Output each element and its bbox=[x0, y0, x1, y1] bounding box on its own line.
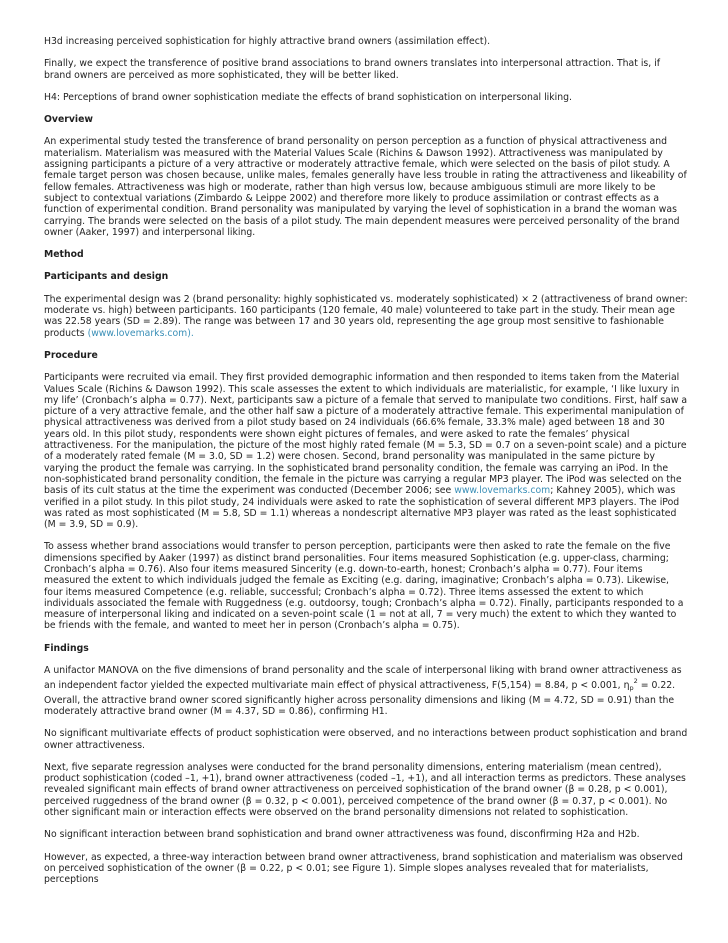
paragraph-regression: Next, five separate regression analyses were conducted for the brand personality dimensions, entering materialism (mean centred), product sophistication (coded –1, +1), brand owner attractiveness (coded –1, +1), and all interaction terms as predictors. These analyses revealed significant main effects of brand owner attractiveness on perceived sophistication of the brand owner (β = 0.28, p < 0.001), perceived ruggedness of the brand owner (β = 0.32, p < 0.001), perceived competence of the brand owner (β = 0.37, p < 0.001). No other significant main or interaction effects were observed on the brand personality dimensions not related to sophistication. bbox=[44, 761, 686, 819]
eta-superscript: 2 bbox=[633, 677, 638, 686]
paragraph-overview: An experimental study tested the transference of brand personality on person perception as a function of physical attractiveness and materialism. Materialism was measured with the Material Values Scale (Richins & Dawson 1992). Attractiveness was manipulated by assigning participants a picture of a very attractive or moderately attractive female, which were selected on the basis of pilot study. A female target person was chosen because, unlike males, females generally have less trouble in rating the attractiveness and likeability of fellow females. Attractiveness was high or moderate, rather than high versus low, because ambiguous stimuli are more likely to be subject to contextual variations (Zimbardo & Leippe 2002) and therefore more likely to produce assimilation or contrast effects as a function of experimental condition. Brand personality was manipulated by varying the level of sophistication in a brand the woman was carrying. The brands were selected on the basis of a pilot study. The main dependent measures were perceived personality of the brand owner (Aaker, 1997) and interpersonal liking. bbox=[44, 136, 687, 238]
lovemarks-link-inline[interactable]: www.lovemarks.com bbox=[454, 485, 551, 497]
heading-findings: Findings bbox=[44, 642, 89, 654]
paragraph-three-way: However, as expected, a three-way interaction between brand owner attractiveness, brand sophistication and materialism was observed on perceived sophistication of the owner (β = 0.22, p < 0.01; see Figure 1). Simple slopes analyses revealed that for materialists, perceptions bbox=[44, 851, 683, 886]
procedure-text-b: ; Kahney 2005), which was verified in a pilot study. In this pilot study, 24 individuals were asked to rate the sophistication of several different MP3 players. The iPod was rated as most sophisticated (M = 5.8, SD = 1.1) whereas a nondescript alternative MP3 player was rated as the least sophisticated (M = 3.9, SD = 0.9). bbox=[44, 485, 680, 531]
paragraph-participants bbox=[44, 294, 690, 339]
heading-participants: Participants and design bbox=[44, 271, 169, 283]
heading-method: Method bbox=[44, 249, 84, 261]
manova-text-a: A unifactor MANOVA on the five dimensions of brand personality and the scale of interpersonal liking with brand owner attractiveness as an independent factor yielded the expected multivariate main effect of physical attractiveness, F(5,154) = 8.84, p < 0.001, η bbox=[44, 665, 682, 692]
paper-page bbox=[44, 36, 690, 897]
heading-overview: Overview bbox=[44, 114, 93, 126]
paragraph-procedure bbox=[44, 372, 690, 530]
paragraph-no-sig-multivariate: No significant multivariate effects of product sophistication were observed, and no interactions between product sophistication and brand owner attractiveness. bbox=[44, 728, 688, 751]
paragraph-assessment: To assess whether brand associations would transfer to person perception, participants were then asked to rate the female on the five dimensions specified by Aaker (1997) as distinct brand personalities. Four items measured Sophistication (e.g. upper-class, charming; Cronbach’s alpha = 0.76). Also four items measured Sincerity (e.g. down-to-earth, honest; Cronbach’s alpha = 0.77). Four items measured the extent to which individuals judged the female as Exciting (e.g. daring, imaginative; Cronbach’s alpha = 0.73). Likewise, four items measured Competence (e.g. reliable, successful; Cronbach’s alpha = 0.72). Three items assessed the extent to which individuals associated the female with Ruggedness (e.g. outdoorsy, tough; Cronbach’s alpha = 0.72). Finally, participants responded to a measure of interpersonal liking and indicated on a seven-point scale (1 = not at all, 7 = very much) the extent to which they wanted to be friends with the female, and wanted to meet her in person (Cronbach’s alpha = 0.75). bbox=[44, 541, 684, 632]
participants-text: The experimental design was 2 (brand personality: highly sophisticated vs. moderately sophisticated) × 2 (attractiveness of brand owner: moderate vs. high) between participants. 160 participants (120 female, 40 male) volunteered to take part in the study. Their mean age was 22.58 years (SD = 2.89). The range was between 17 and 30 years old, representing the age group most sensitive to fashionable products bbox=[44, 293, 688, 339]
paragraph-no-sig-interaction: No significant interaction between brand sophistication and brand owner attractiveness was found, disconfirming H2a and H2b. bbox=[44, 829, 640, 841]
manova-text-b: = 0.22. Overall, the attractive brand owner scored significantly higher across personality dimensions and liking (M = 4.72, SD = 0.91) than the moderately attractive brand owner (M = 4.37, SD = 0.86), confirming H1. bbox=[44, 680, 676, 717]
hypothesis-h3d: H3d increasing perceived sophistication for highly attractive brand owners (assimilation effect). bbox=[44, 36, 491, 47]
heading-procedure: Procedure bbox=[44, 349, 98, 361]
paragraph-transference: Finally, we expect the transference of positive brand associations to brand owners translates into interpersonal attraction. That is, if brand owners are perceived as more sophisticated, they will be better liked. bbox=[44, 58, 661, 81]
hypothesis-h4: H4: Perceptions of brand owner sophistication mediate the effects of brand sophistication on interpersonal liking. bbox=[44, 91, 572, 103]
eta-subscript: p bbox=[629, 684, 634, 693]
lovemarks-link[interactable]: (www.lovemarks.com). bbox=[87, 327, 194, 339]
procedure-text-a: Participants were recruited via email. They first provided demographic information and then responded to items taken from the Material Values Scale (Richins & Dawson 1992). This scale assesses the extent to which individuals are materialistic, for example, ‘I like luxury in my life’ (Cronbach’s alpha = 0.77). Next, participants saw a picture of a female that served to manipulate two conditions. First, half saw a picture of a very attractive female, and the other half saw a picture of a moderately attractive female. This experimental manipulation of physical attractiveness was derived from a pilot study based on 24 individuals (66.6% female, 33.3% male) aged between 18 and 30 years old. In this pilot study, respondents were shown eight pictures of females, and were asked to rate the females’ physical attractiveness. For the manipulation, the picture of the most highly rated female (M = 5.3, SD = 0.7 on a seven-point scale) and a picture of a moderately rated female (M = 3.0, SD = 1.2) were chosen. Second, brand personality was manipulated in the same picture by varying the product the female was carrying. In the sophisticated brand personality condition, the female was carrying an iPod. In the non-sophisticated brand personality condition, the female in the picture was carrying a regular MP3 player. The iPod was selected on the basis of its cult status at the time the experiment was conducted (December 2006; see bbox=[44, 372, 688, 497]
paragraph-manova bbox=[44, 665, 690, 717]
